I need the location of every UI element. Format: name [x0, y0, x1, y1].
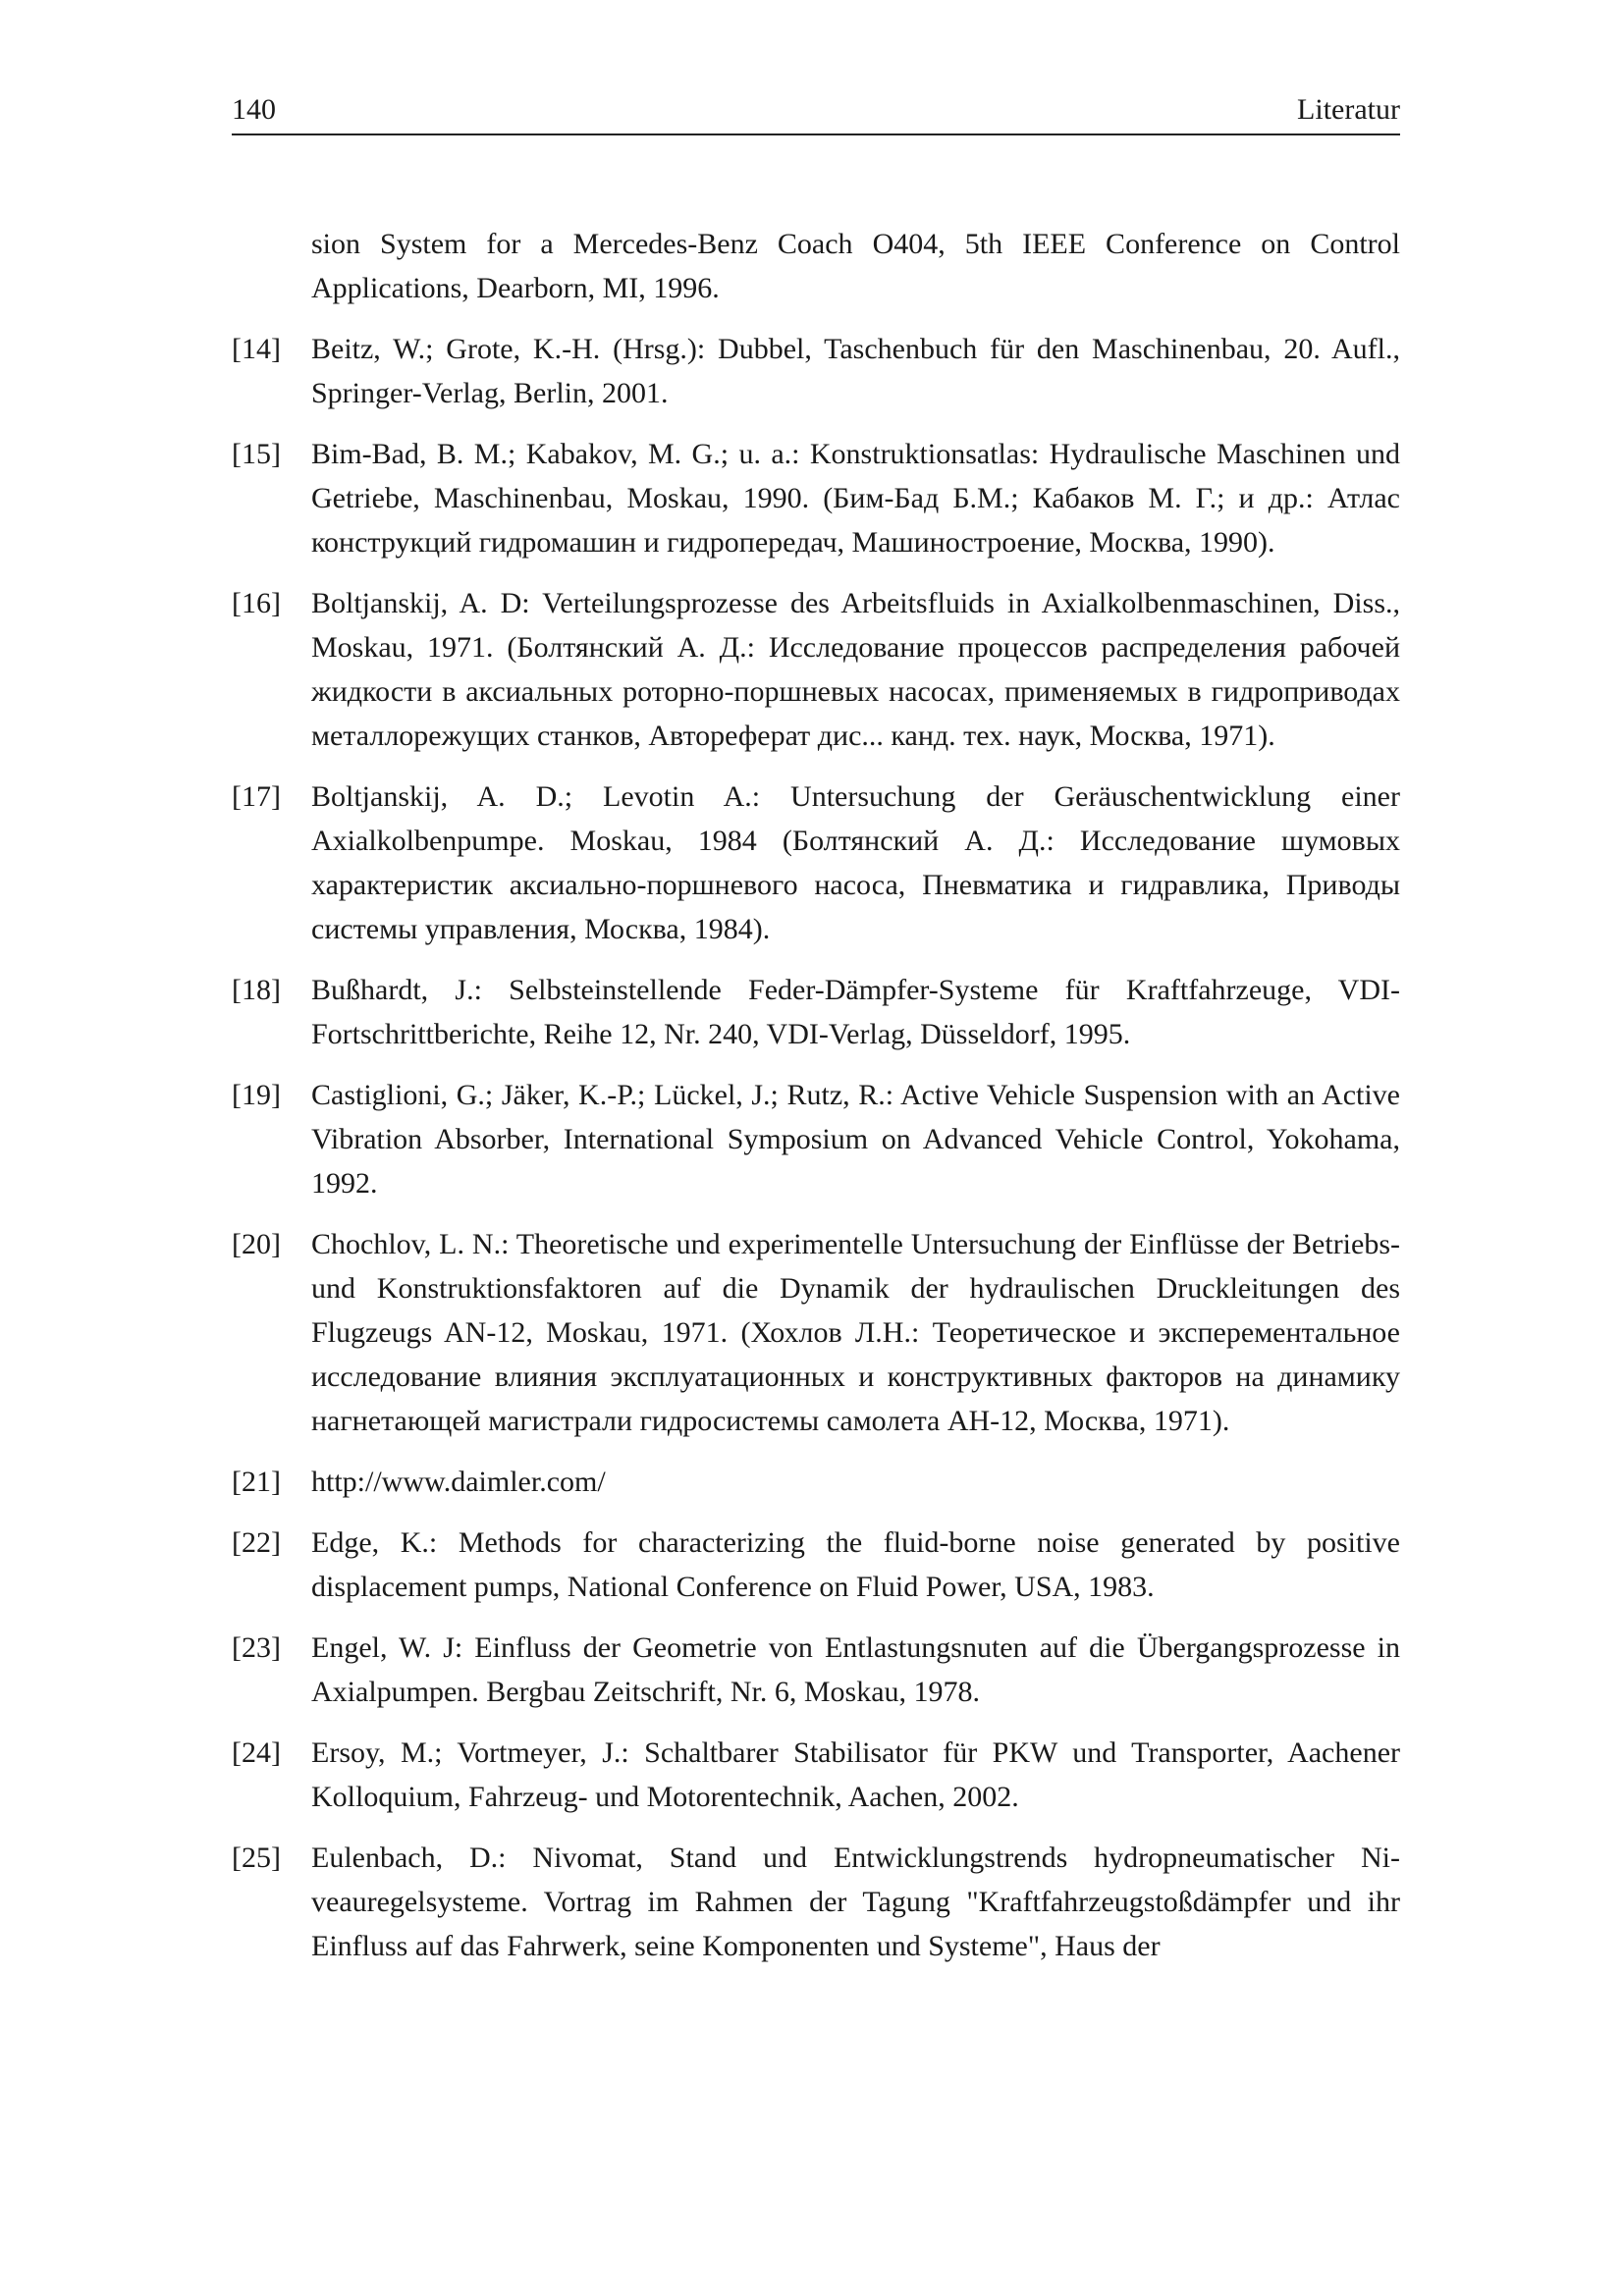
reference-entry-25	[232, 1836, 1400, 1968]
reference-text: Eulenbach, D.: Nivomat, Stand und Entwicklungstrends hydropneumatischer Niveauregelsysteme. Vortrag im Rahmen der Tagung "Kraftfahrzeugstoßdämpfer und ihr Einfluss auf das Fahrwerk, seine Komponenten und Systeme", Haus der	[311, 1842, 1400, 1962]
running-title: Literatur	[1297, 93, 1400, 126]
page-header	[232, 86, 1400, 135]
reference-entry-15	[232, 432, 1400, 564]
reference-entry-17	[232, 774, 1400, 951]
reference-continuation: sion System for a Mercedes-Benz Coach O404, 5th IEEE Conference on Control Applications, Dearborn, MI, 1996.	[311, 228, 1400, 304]
reference-entry-20	[232, 1222, 1400, 1443]
reference-label: [21]	[232, 1466, 281, 1498]
reference-entry-21	[232, 1460, 1400, 1504]
reference-text: Chochlov, L. N.: Theoretische und experimentelle Untersuchung der Einflüsse der Betriebs- und Konstruktionsfaktoren auf die Dynamik der hydraulischen Druckleitungen des Flugzeugs AN-12, Moskau, 1971. (Хохлов Л.Н.: Теоретическое и эксперементальное исследование влияния эксплуатационных и конструктивных факторов на динамику нагнетающей магистрали гидросистемы самолета АН-12, Москва, 1971).	[311, 1228, 1400, 1437]
reference-text: Engel, W. J: Einfluss der Geometrie von Entlastungsnuten auf die Übergangsprozesse in Axialpumpen. Bergbau Zeitschrift, Nr. 6, Moskau, 1978.	[311, 1631, 1400, 1708]
reference-link[interactable]: http://www.daimler.com/	[311, 1466, 606, 1498]
reference-entry-22	[232, 1521, 1400, 1609]
reference-label: [20]	[232, 1228, 281, 1260]
reference-entry-14	[232, 327, 1400, 415]
reference-text: Bim-Bad, B. M.; Kabakov, M. G.; u. a.: Konstruktionsatlas: Hydraulische Maschinen und Getriebe, Maschinenbau, Moskau, 1990. (Бим-Бад Б.М.; Кабаков М. Г.; и др.: Атлас конструкций гидромашин и гидропередач, Машиностроение, Москва, 1990).	[311, 438, 1400, 559]
reference-label: [14]	[232, 333, 281, 365]
reference-label: [18]	[232, 974, 281, 1006]
reference-list	[232, 222, 1400, 1985]
reference-text: Bußhardt, J.: Selbsteinstellende Feder-Dämpfer-Systeme für Kraftfahrzeuge, VDI-Fortschrittberichte, Reihe 12, Nr. 240, VDI-Verlag, Düsseldorf, 1995.	[311, 974, 1400, 1050]
reference-label: [25]	[232, 1842, 281, 1874]
reference-label: [16]	[232, 587, 281, 619]
reference-entry-16	[232, 581, 1400, 758]
reference-entry-24	[232, 1731, 1400, 1819]
reference-entry-23	[232, 1626, 1400, 1714]
reference-entry-19	[232, 1073, 1400, 1205]
reference-label: [22]	[232, 1526, 281, 1559]
reference-label: [23]	[232, 1631, 281, 1664]
reference-text: Beitz, W.; Grote, K.-H. (Hrsg.): Dubbel, Taschenbuch für den Maschinenbau, 20. Aufl., Springer-Verlag, Berlin, 2001.	[311, 333, 1400, 409]
reference-text: Edge, K.: Methods for characterizing the fluid-borne noise generated by positive displacement pumps, National Conference on Fluid Power, USA, 1983.	[311, 1526, 1400, 1603]
reference-entry-18	[232, 968, 1400, 1056]
reference-label: [24]	[232, 1736, 281, 1769]
reference-text: Boltjanskij, A. D: Verteilungsprozesse des Arbeitsfluids in Axialkolbenmaschinen, Diss., Moskau, 1971. (Болтянский А. Д.: Исследование процессов распределения рабочей жидкости в аксиальных роторно-поршневых насосах, применяемых в гидроприводах металлорежущих станков, Автореферат дис... канд. тех. наук, Москва, 1971).	[311, 587, 1400, 752]
reference-text: Castiglioni, G.; Jäker, K.-P.; Lückel, J.; Rutz, R.: Active Vehicle Suspension with an Active Vibration Absorber, International Symposium on Advanced Vehicle Control, Yokohama, 1992.	[311, 1079, 1400, 1200]
reference-label: [17]	[232, 780, 281, 813]
reference-text: Boltjanskij, A. D.; Levotin A.: Untersuchung der Geräuschentwicklung einer Axialkolbenpumpe. Moskau, 1984 (Болтянский А. Д.: Исследование шумовых характеристик аксиально-поршневого насоса, Пневматика и гидравлика, Приводы системы управления, Москва, 1984).	[311, 780, 1400, 945]
page-number: 140	[232, 93, 276, 126]
reference-label: [15]	[232, 438, 281, 470]
reference-text: Ersoy, M.; Vortmeyer, J.: Schaltbarer Stabilisator für PKW und Transporter, Aachener Kolloquium, Fahrzeug- und Motorentechnik, Aachen, 2002.	[311, 1736, 1400, 1813]
reference-label: [19]	[232, 1079, 281, 1111]
